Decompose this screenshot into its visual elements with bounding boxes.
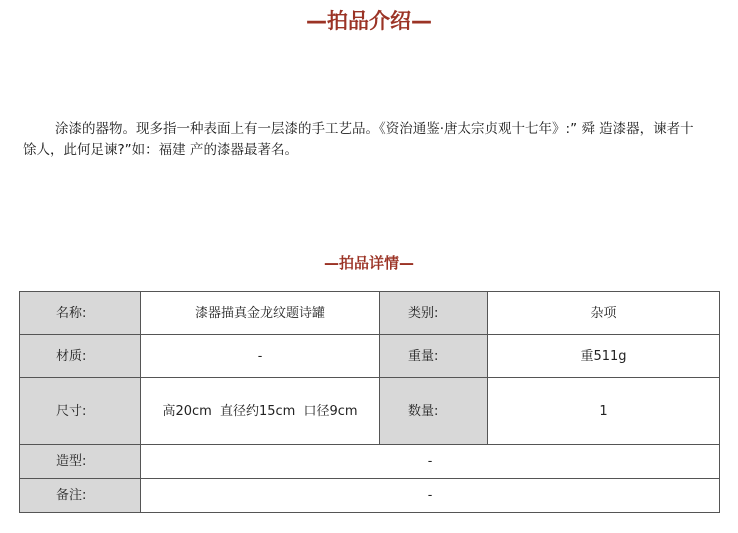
size-value: 高20cm 直径约15cm 口径9cm: [141, 378, 380, 445]
shape-label: 造型:: [20, 445, 141, 479]
intro-paragraph: 涂漆的器物。现多指一种表面上有一层漆的手工艺品。《资治通鉴·唐太宗贞观十七年》:” 舜 造漆器，谏者十馀人，此何足谏?”如：福建 产的漆器最著名。: [23, 121, 694, 158]
name-value: 漆器描真金龙纹题诗罐: [141, 292, 380, 335]
details-table: [19, 291, 720, 513]
shape-value: -: [141, 445, 720, 479]
quantity-label: 数量:: [380, 378, 488, 445]
weight-label: 重量:: [380, 335, 488, 378]
quantity-value: 1: [488, 378, 720, 445]
name-label: 名称:: [20, 292, 141, 335]
details-section-title: —拍品详情—: [323, 254, 414, 272]
material-value: -: [141, 335, 380, 378]
table-row: [20, 292, 720, 335]
size-label: 尺寸:: [20, 378, 141, 445]
material-label: 材质:: [20, 335, 141, 378]
category-label: 类别:: [380, 292, 488, 335]
table-row: [20, 445, 720, 479]
remark-label: 备注:: [20, 479, 141, 513]
remark-value: -: [141, 479, 720, 513]
category-value: 杂项: [488, 292, 720, 335]
page-title: —拍品介绍—: [306, 9, 432, 33]
table-row: [20, 378, 720, 445]
weight-value: 重511g: [488, 335, 720, 378]
table-row: [20, 335, 720, 378]
table-row: [20, 479, 720, 513]
